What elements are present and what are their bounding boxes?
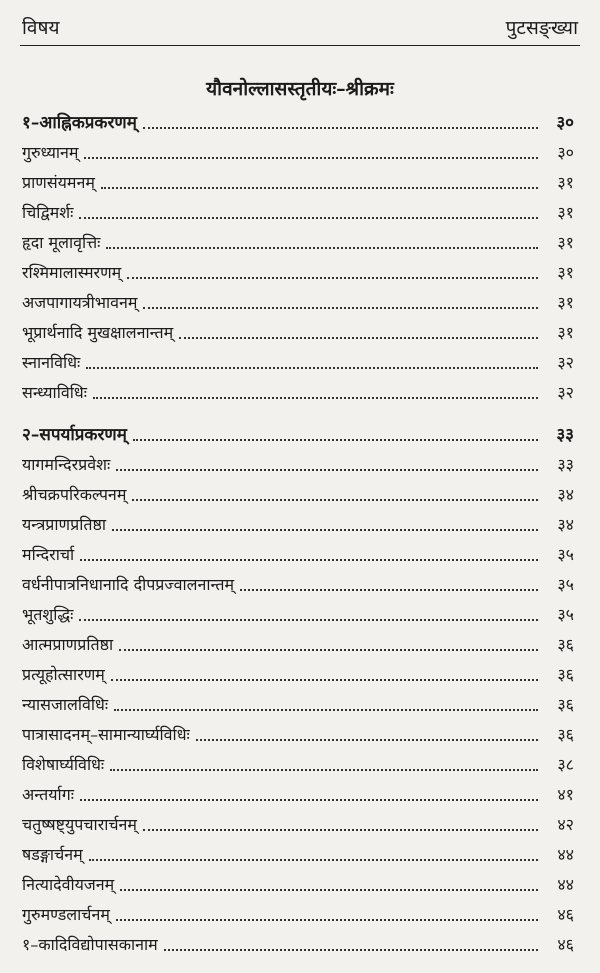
toc-entry-row: [20, 168, 580, 198]
dot-leader: [164, 948, 538, 951]
toc-entry-row: [20, 660, 580, 690]
dot-leader: [86, 366, 538, 369]
dot-leader: [80, 798, 538, 801]
toc-entry-page: ३२: [557, 353, 574, 372]
toc-entry-page: ४४: [557, 845, 574, 864]
toc-entry-row: [20, 318, 580, 348]
toc-entry-row: [20, 840, 580, 870]
toc-entry-title: हृदा मूलावृत्तिः: [22, 233, 101, 252]
dot-leader: [79, 618, 538, 621]
toc-entry-page: ३५: [557, 545, 574, 564]
toc-entry-page: ४२: [557, 815, 574, 834]
toc-entry-page: ३३: [556, 425, 574, 445]
toc-entry-row: [20, 288, 580, 318]
toc-entry-row: [20, 138, 580, 168]
dot-leader: [132, 498, 538, 501]
toc-entry-title: मन्दिरार्चा: [22, 545, 75, 564]
toc-entry-row: [20, 540, 580, 570]
header-page-number-label: पुटसङ्ख्या: [505, 17, 578, 39]
toc-entry-page: ३६: [557, 665, 574, 684]
toc-entry-title: पात्रासादनम्–सामान्यार्घ्यविधिः: [22, 725, 190, 744]
toc-entry-row: [20, 630, 580, 660]
dot-leader: [112, 528, 538, 531]
toc-entry-title: अजपागायत्रीभावनम्: [22, 293, 138, 312]
toc-entry-title: आत्मप्राणप्रतिष्ठा: [22, 635, 114, 654]
toc-entry-row: [20, 480, 580, 510]
toc-entry-title: सन्ध्याविधिः: [22, 383, 87, 402]
toc-entry-row: [20, 228, 580, 258]
dot-leader: [119, 648, 538, 651]
toc-entry-title: चतुष्षष्ट्युपचारार्चनम्: [22, 815, 137, 834]
toc-entry-title: स्नानविधिः: [22, 353, 81, 372]
toc-entry-row: [20, 600, 580, 630]
toc-entry-page: ३१: [557, 293, 574, 312]
toc-entry-row: [20, 378, 580, 408]
toc-entry-page: ३८: [557, 755, 574, 774]
toc-entry-title: भूतशुद्धिः: [22, 605, 74, 624]
dot-leader: [179, 336, 538, 339]
toc-entry-title: रश्मिमालास्मरणम्: [22, 263, 122, 282]
dot-leader: [116, 918, 538, 921]
toc-entry-page: ३३: [557, 455, 574, 474]
header-subject-label: विषय: [22, 17, 60, 39]
toc-entry-page: ३४: [557, 515, 574, 534]
toc-entry-title: भूप्रार्थनादि मुखक्षालनान्तम्: [22, 323, 174, 342]
toc-entry-title: विशेषार्घ्यविधिः: [22, 755, 105, 774]
toc-entry-row: [20, 570, 580, 600]
toc-entry-row: [20, 348, 580, 378]
toc-entry-row: [20, 258, 580, 288]
toc-entry-page: ४१: [557, 785, 574, 804]
toc-entry-title: १–कादिविद्योपासकानाम: [22, 935, 158, 954]
toc-entry-title: प्राणसंयमनम्: [22, 173, 95, 192]
toc-entry-title: प्रत्यूहोत्सारणम्: [22, 665, 105, 684]
toc-entry-page: ३१: [557, 173, 574, 192]
toc-entry-title: २–सपर्याप्रकरणम्: [22, 425, 127, 445]
toc-entry-row: [20, 780, 580, 810]
toc-entry-title: नित्यादेवीयजनम्: [22, 875, 115, 894]
toc-entry-row: [20, 198, 580, 228]
dot-leader: [93, 396, 538, 399]
toc-entry-page: ४६: [557, 905, 574, 924]
toc-entry-page: ३१: [557, 323, 574, 342]
toc-entry-page: ४६: [557, 935, 574, 954]
toc-entry-title: १–आह्निकप्रकरणम्: [22, 113, 137, 133]
toc-entry-row: [20, 450, 580, 480]
page-header: [20, 0, 580, 46]
toc-entry-page: ३४: [557, 485, 574, 504]
toc-entry-page: ३२: [557, 383, 574, 402]
toc-entry-page: ३६: [557, 725, 574, 744]
toc-entry-row: [20, 810, 580, 840]
dot-leader: [116, 468, 538, 471]
dot-leader: [80, 558, 538, 561]
toc-entry-page: ३१: [557, 233, 574, 252]
dot-leader: [240, 588, 538, 591]
toc-entry-page: ३०: [557, 143, 574, 162]
dot-leader: [101, 186, 538, 189]
dot-leader: [111, 678, 538, 681]
toc-entry-title: गुरुध्यानम्: [22, 143, 79, 162]
toc-entry-row: [20, 900, 580, 930]
toc-entry-page: ३६: [557, 635, 574, 654]
dot-leader: [143, 306, 538, 309]
dot-leader: [110, 768, 538, 771]
dot-leader: [133, 438, 538, 441]
toc-entry-title: यन्त्रप्राणप्रतिष्ठा: [22, 515, 107, 534]
toc-entry-page: ४४: [557, 875, 574, 894]
toc-entry-row: [20, 750, 580, 780]
toc-entry-title: यागमन्दिरप्रवेशः: [22, 455, 111, 474]
toc-chapter-row: [20, 108, 580, 138]
dot-leader: [84, 156, 538, 159]
toc-entry-page: ३५: [557, 605, 574, 624]
toc-entry-page: ३१: [557, 263, 574, 282]
toc-entry-title: न्यासजालविधिः: [22, 695, 109, 714]
toc-entry-page: ३१: [557, 203, 574, 222]
dot-leader: [127, 276, 538, 279]
toc-entry-title: वर्धनीपात्रनिधानादि दीपप्रज्वालनान्तम्: [22, 575, 235, 594]
toc-entry-title: गुरुमण्डलार्चनम्: [22, 905, 110, 924]
dot-leader: [196, 738, 538, 741]
dot-leader: [143, 828, 538, 831]
dot-leader: [143, 126, 538, 129]
toc-entry-title: श्रीचक्रपरिकल्पनम्: [22, 485, 127, 504]
toc-entry-title: षडङ्गार्चनम्: [22, 845, 83, 864]
toc-entry-row: [20, 720, 580, 750]
toc-entry-row: [20, 930, 580, 960]
toc-entry-page: ३०: [556, 113, 574, 133]
section-title: यौवनोल्लासस्तृतीयः–श्रीक्रमः: [206, 78, 394, 100]
toc-entry-title: चिद्विमर्शः: [22, 203, 74, 222]
toc-chapter-row: [20, 420, 580, 450]
toc-entry-row: [20, 510, 580, 540]
dot-leader: [79, 216, 538, 219]
dot-leader: [120, 888, 538, 891]
toc-entry-row: [20, 870, 580, 900]
dot-leader: [106, 246, 538, 249]
toc-entry-title: अन्तर्यागः: [22, 785, 74, 804]
toc-entry-page: ३५: [557, 575, 574, 594]
toc-entry-page: ३६: [557, 695, 574, 714]
toc-list: [20, 108, 580, 960]
dot-leader: [114, 708, 538, 711]
dot-leader: [89, 858, 538, 861]
toc-entry-row: [20, 690, 580, 720]
